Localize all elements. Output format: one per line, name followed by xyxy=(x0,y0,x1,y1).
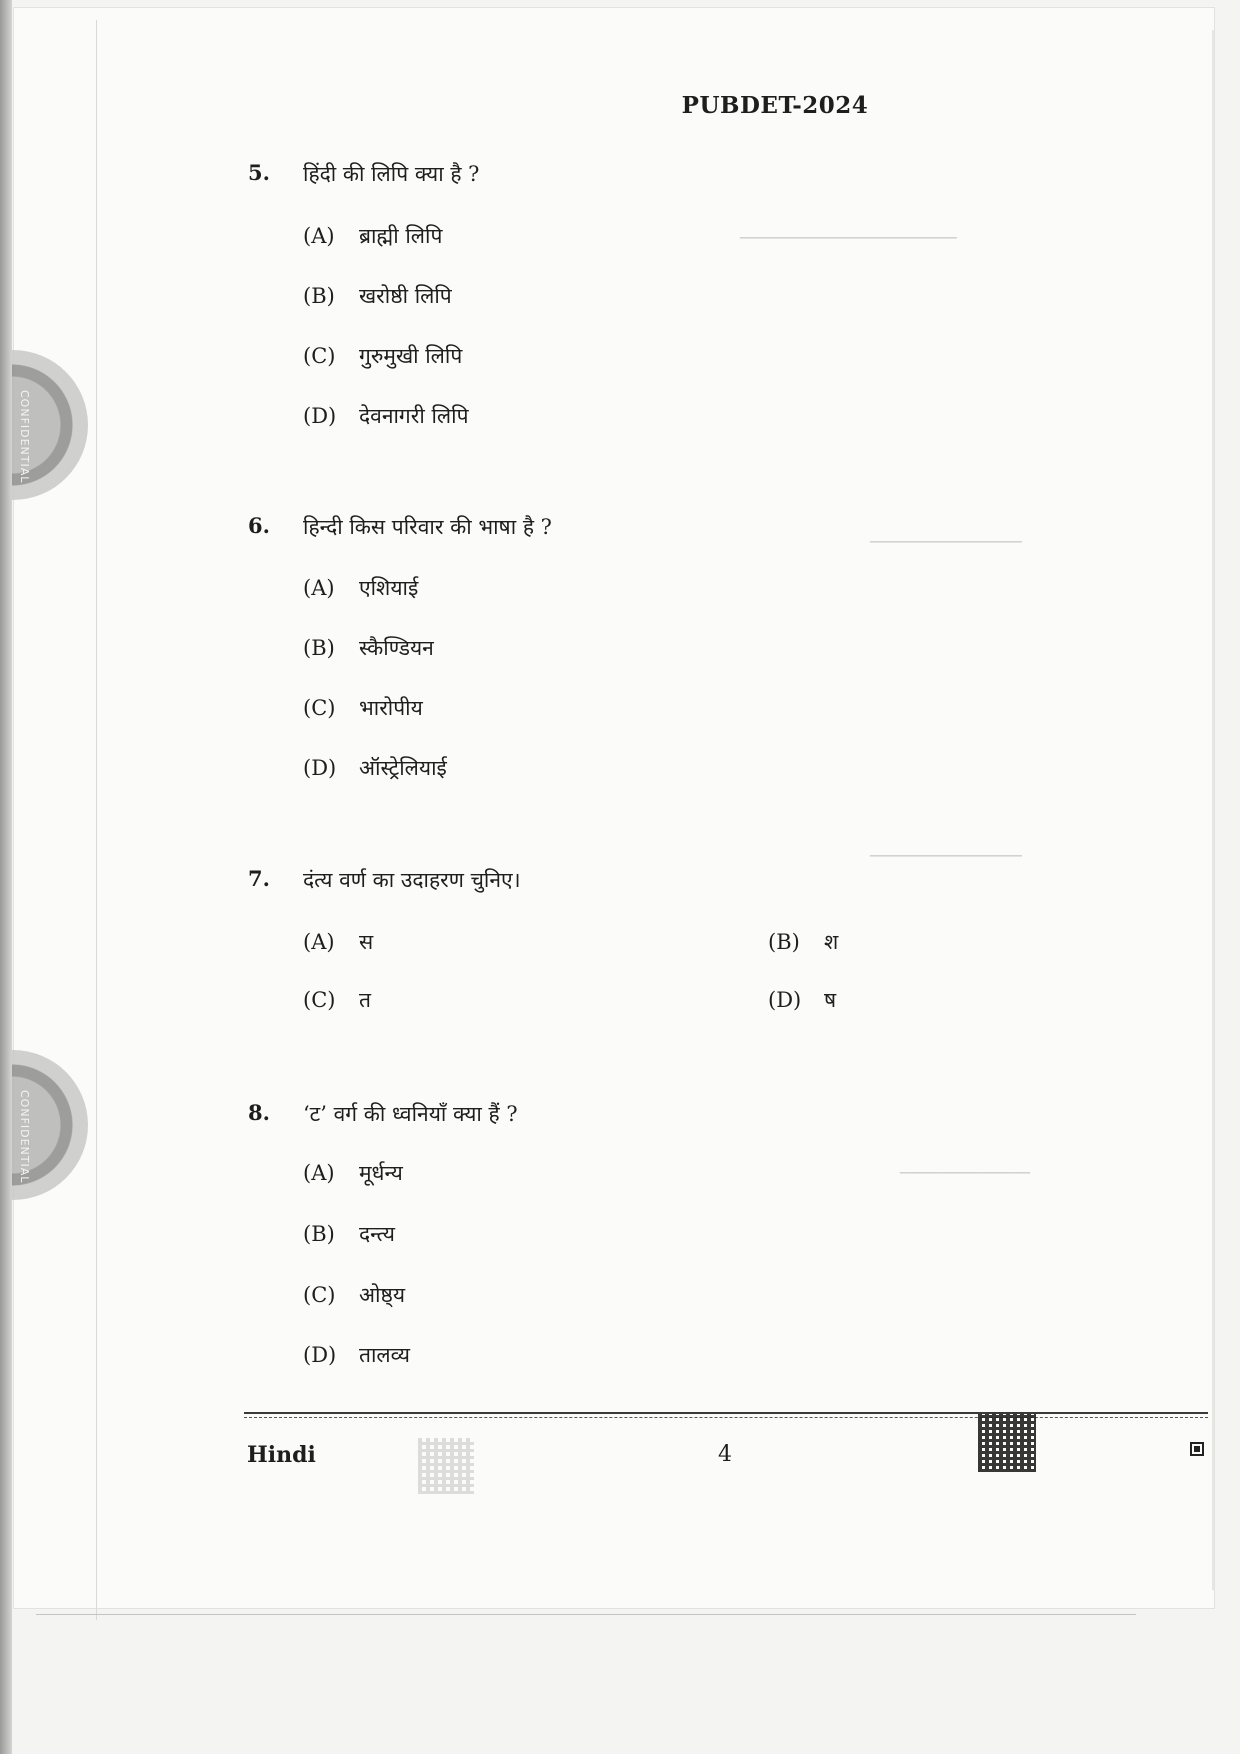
qr-code xyxy=(978,1414,1036,1472)
registration-mark-icon xyxy=(1190,1442,1204,1456)
option-letter: (B) xyxy=(768,930,800,954)
option-text: ओष्ठ्य xyxy=(359,1283,406,1307)
show-through-line: ────────────── xyxy=(870,846,1022,867)
option-b[interactable] xyxy=(303,282,452,310)
option-a[interactable] xyxy=(303,928,373,956)
option-letter: (D) xyxy=(768,988,802,1012)
option-text: एशियाई xyxy=(359,576,419,600)
question-text: हिन्दी किस परिवार की भाषा है ? xyxy=(303,515,552,539)
option-d[interactable] xyxy=(303,754,447,782)
question-number: 6. xyxy=(248,513,270,538)
show-through-line: ──────────── xyxy=(900,1163,1031,1184)
option-letter: (C) xyxy=(303,988,336,1012)
option-c[interactable] xyxy=(303,1281,405,1309)
option-text: स्कैण्डियन xyxy=(359,636,434,660)
option-letter: (D) xyxy=(303,404,337,428)
option-letter: (A) xyxy=(303,930,335,954)
option-text: ब्राह्मी लिपि xyxy=(359,224,443,248)
answer-sheet xyxy=(14,8,1214,1608)
question-text: हिंदी की लिपि क्या है ? xyxy=(303,162,480,186)
question-number: 5. xyxy=(248,160,270,185)
option-d[interactable] xyxy=(303,402,469,430)
question-number: 8. xyxy=(248,1100,270,1125)
option-c[interactable] xyxy=(303,694,423,722)
show-through-qr-code xyxy=(418,1438,474,1494)
footer-divider xyxy=(244,1412,1208,1418)
option-c[interactable] xyxy=(303,986,371,1014)
stamp-text: CONFIDENTIAL xyxy=(18,1090,31,1184)
option-d[interactable] xyxy=(303,1341,410,1369)
option-text: मूर्धन्य xyxy=(359,1161,403,1185)
option-b[interactable] xyxy=(768,928,838,956)
page-edge-shadow xyxy=(0,0,12,1754)
option-text: गुरुमुखी लिपि xyxy=(359,344,463,368)
option-text: भारोपीय xyxy=(359,696,423,720)
binding-edge xyxy=(96,20,97,1620)
question-text: ‘ट’ वर्ग की ध्वनियाँ क्या हैं ? xyxy=(303,1102,518,1126)
question-text: दंत्य वर्ण का उदाहरण चुनिए। xyxy=(303,868,521,892)
page-title: PUBDET-2024 xyxy=(681,92,869,119)
show-through-line: ──────────────────── xyxy=(740,228,957,249)
option-text: देवनागरी लिपि xyxy=(359,404,469,428)
option-letter: (B) xyxy=(303,636,335,660)
option-letter: (B) xyxy=(303,1222,335,1246)
page-number: 4 xyxy=(718,1442,732,1467)
option-text: स xyxy=(359,930,374,954)
option-text: ष xyxy=(824,988,837,1012)
option-a[interactable] xyxy=(303,574,418,602)
option-text: खरोष्ठी लिपि xyxy=(359,284,452,308)
option-b[interactable] xyxy=(303,1220,395,1248)
option-text: श xyxy=(824,930,839,954)
option-letter: (A) xyxy=(303,576,335,600)
option-letter: (C) xyxy=(303,344,336,368)
option-letter: (A) xyxy=(303,1161,335,1185)
option-text: तालव्य xyxy=(359,1343,411,1367)
option-letter: (D) xyxy=(303,756,337,780)
stamp-text: CONFIDENTIAL xyxy=(18,390,31,484)
option-b[interactable] xyxy=(303,634,434,662)
show-through-line: ────────────── xyxy=(870,532,1022,553)
option-letter: (C) xyxy=(303,696,336,720)
option-letter: (C) xyxy=(303,1283,336,1307)
option-text: ऑस्ट्रेलियाई xyxy=(359,756,447,780)
footer-subject: Hindi xyxy=(247,1442,316,1468)
option-letter: (D) xyxy=(303,1343,337,1367)
option-a[interactable] xyxy=(303,222,442,250)
paper-bottom-edge xyxy=(36,1614,1136,1615)
option-letter: (B) xyxy=(303,284,335,308)
option-letter: (A) xyxy=(303,224,335,248)
page-right-edge xyxy=(1212,30,1214,1590)
option-d[interactable] xyxy=(768,986,836,1014)
option-text: त xyxy=(359,988,371,1012)
question-number: 7. xyxy=(248,866,270,891)
option-c[interactable] xyxy=(303,342,462,370)
option-a[interactable] xyxy=(303,1159,403,1187)
option-text: दन्त्य xyxy=(359,1222,395,1246)
